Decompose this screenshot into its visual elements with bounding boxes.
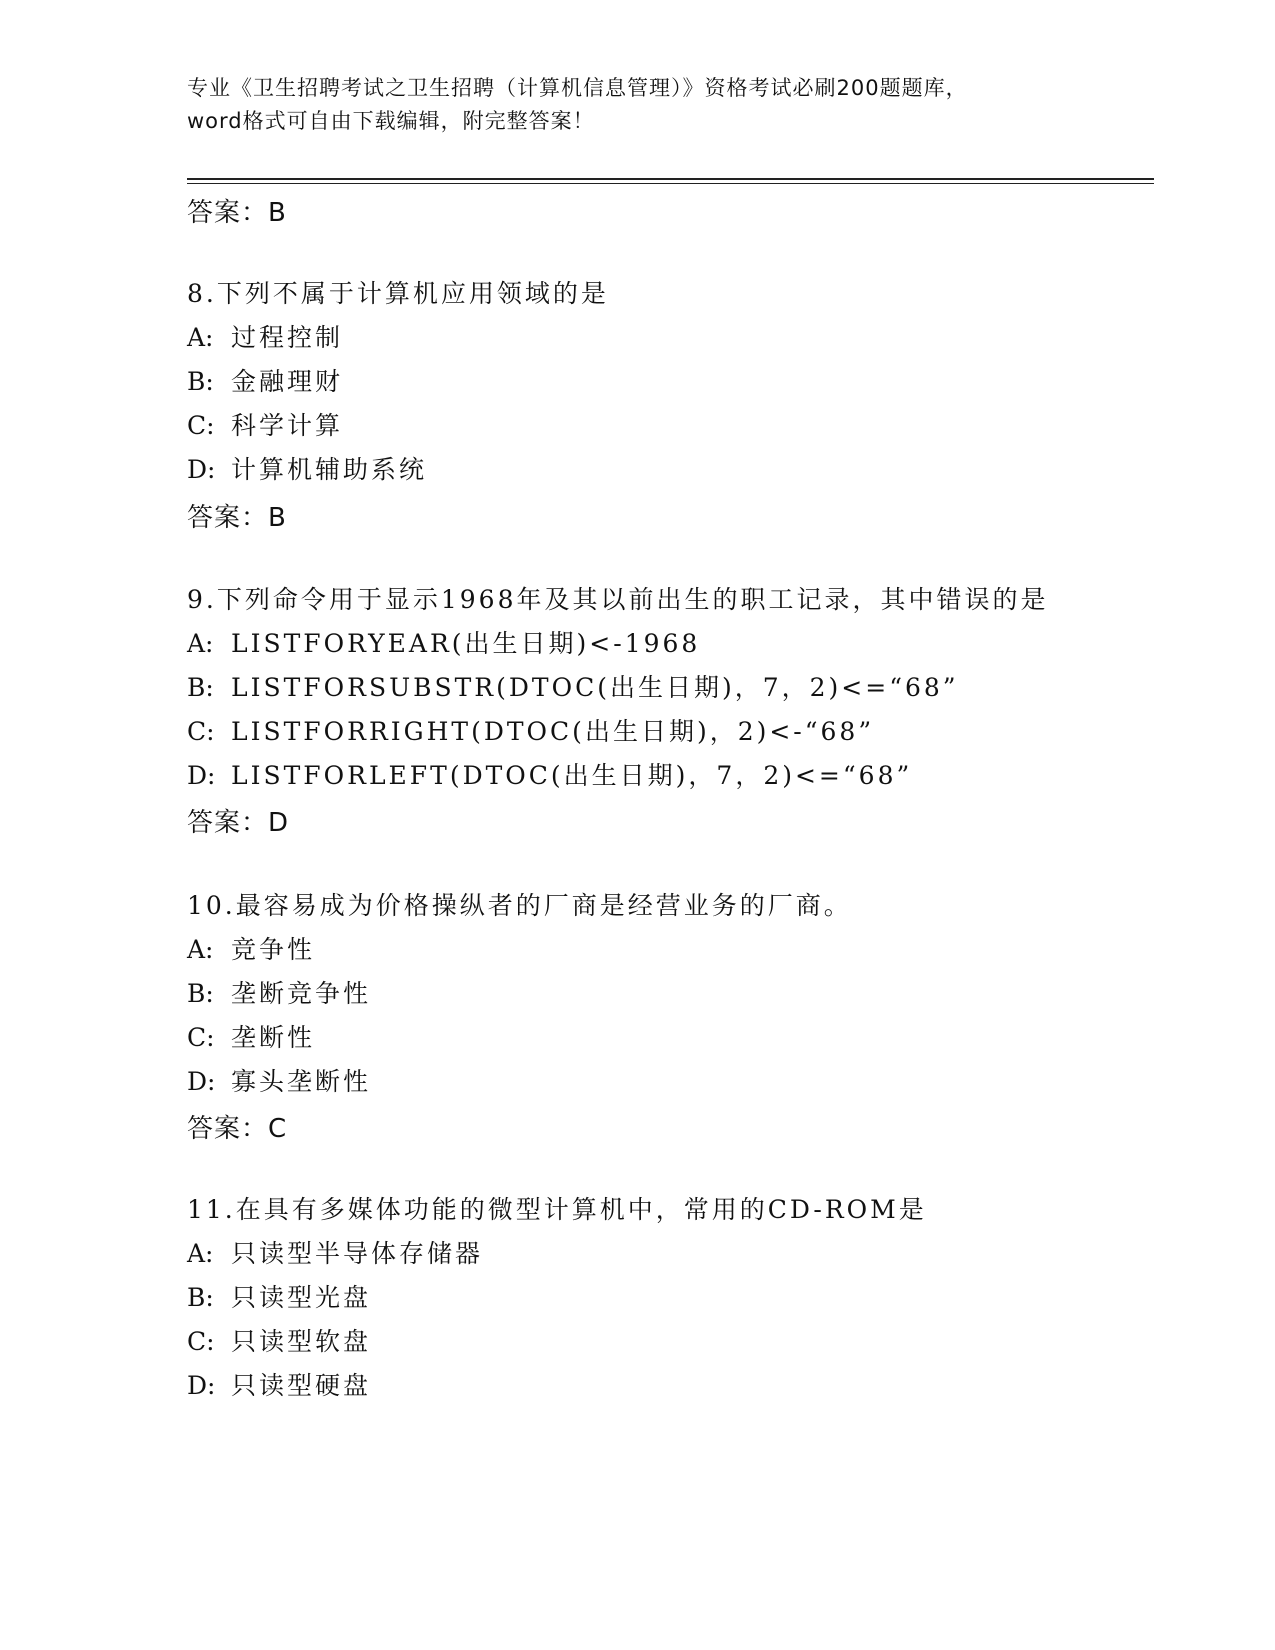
question-11-option-a <box>187 1234 483 1270</box>
question-9-option-a <box>187 624 700 660</box>
option-text: 只读型软盘 <box>231 1327 372 1356</box>
question-8-option-d <box>187 450 427 486</box>
question-10-option-a <box>187 930 315 966</box>
option-label: B: <box>187 367 214 396</box>
question-number: 8. <box>187 279 217 308</box>
question-10-option-c <box>187 1018 315 1054</box>
option-label: C: <box>187 411 215 440</box>
option-label: A: <box>187 323 214 352</box>
question-text: 在具有多媒体功能的微型计算机中，常用的CD-ROM是 <box>235 1195 927 1224</box>
option-label: A: <box>187 629 214 658</box>
option-text: 只读型光盘 <box>231 1283 372 1312</box>
question-number: 11. <box>187 1195 236 1224</box>
question-8-option-a <box>187 318 343 354</box>
question-8-option-b <box>187 362 343 398</box>
header-line-2: word格式可自由下载编辑，附完整答案！ <box>187 109 595 133</box>
option-text: 只读型硬盘 <box>231 1371 372 1400</box>
answer-prefix: 答案： <box>187 503 269 533</box>
question-10-answer <box>187 1108 287 1145</box>
option-label: D: <box>187 1067 216 1096</box>
answer-line-prev <box>187 192 287 229</box>
header-divider-thick <box>187 178 1154 180</box>
question-number: 9. <box>187 585 217 614</box>
answer-value: B <box>268 503 287 533</box>
option-text: LISTFORRIGHT(DTOC(出生日期)，2)<-“68” <box>231 717 875 746</box>
question-11-option-c <box>187 1322 371 1358</box>
option-label: B: <box>187 979 214 1008</box>
option-label: D: <box>187 761 216 790</box>
question-11-option-b <box>187 1278 371 1314</box>
option-label: C: <box>187 717 215 746</box>
option-text: LISTFORLEFT(DTOC(出生日期)，7，2)<=“68” <box>231 761 913 790</box>
document-header <box>187 72 1087 138</box>
option-text: 过程控制 <box>231 323 344 352</box>
answer-prefix: 答案： <box>187 808 269 838</box>
question-11-option-d <box>187 1366 371 1402</box>
option-label: B: <box>187 673 214 702</box>
question-text: 下列命令用于显示1968年及其以前出生的职工记录，其中错误的是 <box>216 585 1049 614</box>
question-9-option-b <box>187 668 959 704</box>
option-label: D: <box>187 455 216 484</box>
answer-value: C <box>268 1114 288 1144</box>
option-label: B: <box>187 1283 214 1312</box>
header-divider-thin <box>187 183 1154 184</box>
question-8 <box>187 274 609 310</box>
option-text: 竞争性 <box>231 935 316 964</box>
option-label: D: <box>187 1371 216 1400</box>
question-8-answer <box>187 497 287 534</box>
option-text: 只读型半导体存储器 <box>231 1239 484 1268</box>
header-line-1: 专业《卫生招聘考试之卫生招聘（计算机信息管理）》资格考试必刷200题题库， <box>187 76 968 100</box>
option-label: A: <box>187 1239 214 1268</box>
question-9-option-d <box>187 756 912 792</box>
option-text: 垄断性 <box>231 1023 316 1052</box>
answer-prefix: 答案： <box>187 198 269 228</box>
question-number: 10. <box>187 891 236 920</box>
question-10-option-b <box>187 974 371 1010</box>
question-8-option-c <box>187 406 343 442</box>
answer-value: D <box>268 808 290 838</box>
option-label: A: <box>187 935 214 964</box>
option-label: C: <box>187 1023 215 1052</box>
question-10 <box>187 886 852 922</box>
option-text: LISTFORSUBSTR(DTOC(出生日期)，7，2)<=“68” <box>231 673 959 702</box>
question-9-option-c <box>187 712 874 748</box>
option-text: LISTFORYEAR(出生日期)<-1968 <box>231 629 701 658</box>
question-10-option-d <box>187 1062 371 1098</box>
option-text: 寡头垄断性 <box>231 1067 372 1096</box>
answer-prefix: 答案： <box>187 1114 269 1144</box>
question-text: 下列不属于计算机应用领域的是 <box>216 279 609 308</box>
question-text: 最容易成为价格操纵者的厂商是经营业务的厂商。 <box>235 891 852 920</box>
question-9-answer <box>187 802 289 839</box>
option-text: 科学计算 <box>231 411 344 440</box>
question-9 <box>187 580 1049 616</box>
answer-value: B <box>268 198 287 228</box>
option-text: 垄断竞争性 <box>231 979 372 1008</box>
option-label: C: <box>187 1327 215 1356</box>
question-11 <box>187 1190 927 1226</box>
option-text: 计算机辅助系统 <box>231 455 428 484</box>
option-text: 金融理财 <box>231 367 344 396</box>
